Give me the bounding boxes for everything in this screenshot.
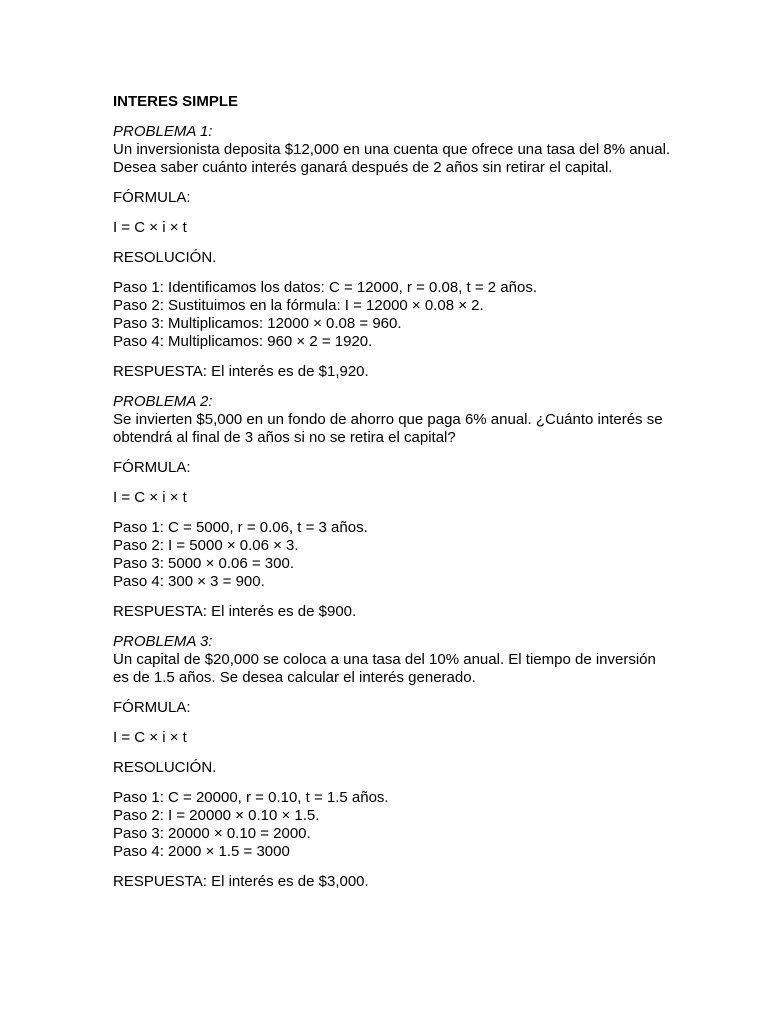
problem-3-formula-label: FÓRMULA: bbox=[113, 699, 191, 716]
problem-3-step-1: Paso 1: C = 20000, r = 0.10, t = 1.5 años. bbox=[113, 789, 389, 806]
problem-1-formula: I = C × i × t bbox=[113, 219, 187, 236]
problem-2-formula-label: FÓRMULA: bbox=[113, 459, 191, 476]
problem-1-label: PROBLEMA 1: bbox=[113, 123, 213, 140]
problem-1-statement: Un inversionista deposita $12,000 en una cuenta que ofrece una tasa del 8% anual. Desea saber cuánto interés ganará después de 2 años sin retirar el capital. bbox=[113, 141, 671, 176]
problem-2-statement: Se invierten $5,000 en un fondo de ahorro que paga 6% anual. ¿Cuánto interés se obtendrá al final de 3 años si no se retira el capital? bbox=[113, 411, 663, 446]
problem-3-step-2: Paso 2: I = 20000 × 0.10 × 1.5. bbox=[113, 807, 320, 824]
problem-1-step-2: Paso 2: Sustituimos en la fórmula: I = 12000 × 0.08 × 2. bbox=[113, 297, 484, 314]
problem-3-label: PROBLEMA 3: bbox=[113, 633, 213, 650]
problem-1-resolution-label: RESOLUCIÓN. bbox=[113, 249, 217, 266]
problem-2-answer: RESPUESTA: El interés es de $900. bbox=[113, 603, 357, 620]
document-title: INTERES SIMPLE bbox=[113, 93, 239, 110]
document-page bbox=[113, 93, 673, 903]
problem-1-step-1: Paso 1: Identificamos los datos: C = 12000, r = 0.08, t = 2 años. bbox=[113, 279, 538, 296]
problem-1 bbox=[113, 123, 673, 381]
problem-2-step-1: Paso 1: C = 5000, r = 0.06, t = 3 años. bbox=[113, 519, 368, 536]
problem-2-step-3: Paso 3: 5000 × 0.06 = 300. bbox=[113, 555, 294, 572]
problem-1-answer: RESPUESTA: El interés es de $1,920. bbox=[113, 363, 369, 380]
problem-1-step-3: Paso 3: Multiplicamos: 12000 × 0.08 = 960. bbox=[113, 315, 402, 332]
problem-3-step-4: Paso 4: 2000 × 1.5 = 3000 bbox=[113, 843, 290, 860]
problem-1-step-4: Paso 4: Multiplicamos: 960 × 2 = 1920. bbox=[113, 333, 373, 350]
problem-2-step-4: Paso 4: 300 × 3 = 900. bbox=[113, 573, 265, 590]
problem-3 bbox=[113, 633, 673, 891]
problem-3-step-3: Paso 3: 20000 × 0.10 = 2000. bbox=[113, 825, 311, 842]
problem-3-resolution-label: RESOLUCIÓN. bbox=[113, 759, 217, 776]
problem-3-answer: RESPUESTA: El interés es de $3,000. bbox=[113, 873, 369, 890]
problem-2-label: PROBLEMA 2: bbox=[113, 393, 213, 410]
problem-3-steps bbox=[113, 789, 673, 861]
problem-3-statement: Un capital de $20,000 se coloca a una tasa del 10% anual. El tiempo de inversión es de 1.5 años. Se desea calcular el interés generado. bbox=[113, 651, 656, 686]
problem-2-steps bbox=[113, 519, 673, 591]
problem-2-formula: I = C × i × t bbox=[113, 489, 187, 506]
problem-3-formula: I = C × i × t bbox=[113, 729, 187, 746]
problem-1-formula-label: FÓRMULA: bbox=[113, 189, 191, 206]
problem-2 bbox=[113, 393, 673, 621]
problem-2-step-2: Paso 2: I = 5000 × 0.06 × 3. bbox=[113, 537, 299, 554]
problem-1-steps bbox=[113, 279, 673, 351]
